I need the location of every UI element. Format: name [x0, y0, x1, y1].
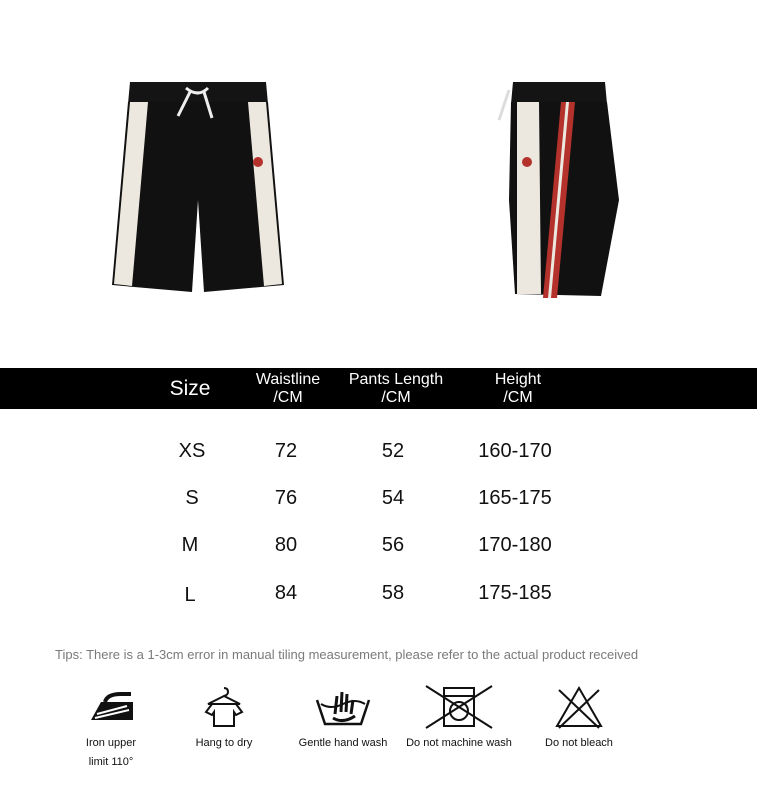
height-label: Height [494, 371, 542, 388]
pants-length-unit: /CM [381, 389, 411, 406]
table-row [0, 440, 757, 470]
care-no-bleach-label: Do not bleach [545, 737, 613, 749]
hanger-shirt-icon [194, 684, 254, 730]
size-cell: L [184, 584, 196, 606]
length-cell: 54 [381, 487, 405, 509]
no-bleach-icon [549, 684, 609, 730]
pants-length-column-header [331, 371, 461, 407]
care-hand-wash [283, 684, 403, 753]
care-iron [51, 684, 171, 772]
shorts-front-view [108, 80, 288, 298]
shorts-side-view [495, 80, 625, 300]
pants-length-label: Pants Length [348, 371, 444, 388]
iron-icon [81, 684, 141, 730]
care-hang [164, 684, 284, 753]
care-no-machine-wash-label: Do not machine wash [406, 737, 512, 749]
waist-cell: 84 [274, 582, 298, 604]
size-cell: M [181, 534, 199, 556]
length-cell: 58 [381, 582, 405, 604]
length-cell: 56 [381, 534, 405, 556]
size-cell: XS [178, 440, 206, 462]
waistline-column-header [228, 371, 348, 407]
table-row [0, 582, 757, 612]
height-cell: 165-175 [478, 487, 552, 509]
waistline-label: Waistline [255, 371, 321, 388]
care-hang-label: Hang to dry [195, 737, 253, 749]
height-column-header [458, 371, 578, 407]
waistline-unit: /CM [273, 389, 303, 406]
product-images [0, 0, 757, 360]
size-chart-header [0, 368, 757, 409]
waist-cell: 80 [274, 534, 298, 556]
waist-cell: 76 [274, 487, 298, 509]
care-hand-wash-label: Gentle hand wash [298, 737, 388, 749]
care-iron-label: Iron upper limit 110° [85, 737, 137, 768]
size-cell: S [185, 487, 199, 509]
height-cell: 170-180 [478, 534, 552, 556]
care-no-machine-wash [399, 684, 519, 753]
table-row [0, 487, 757, 517]
height-cell: 160-170 [478, 440, 552, 462]
length-cell: 52 [381, 440, 405, 462]
hand-wash-icon [313, 684, 373, 730]
table-row [0, 534, 757, 564]
care-no-bleach [519, 684, 639, 753]
waist-cell: 72 [274, 440, 298, 462]
height-unit: /CM [503, 389, 533, 406]
height-cell: 175-185 [478, 582, 552, 604]
measurement-tip: Tips: There is a 1-3cm error in manual tiling measurement, please refer to the actual product received [55, 647, 639, 662]
size-column-header: Size [169, 377, 211, 400]
no-machine-wash-icon [424, 684, 494, 730]
